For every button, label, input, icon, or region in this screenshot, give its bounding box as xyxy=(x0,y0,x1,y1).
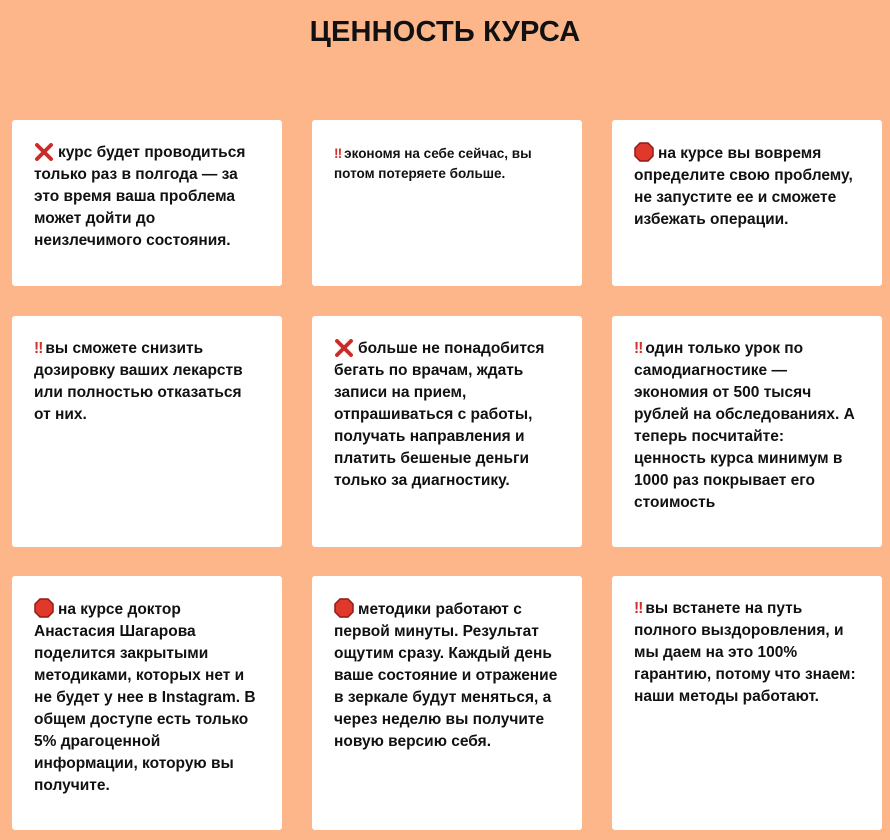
card-text: вы встанете на путь полного выздоровления, и мы даем на это 100% гарантию, потому что знаем: наши методы работают. xyxy=(634,600,856,705)
value-card xyxy=(312,576,582,830)
value-card xyxy=(312,120,582,286)
card-text: экономя на себе сейчас, вы потом потеряете больше. xyxy=(334,146,532,181)
double-exclamation-icon: ‼ xyxy=(334,146,343,161)
value-card xyxy=(612,120,882,286)
value-card xyxy=(12,316,282,547)
card-text: на курсе вы вовремя определите свою проблему, не запустите ее и сможете избежать операции. xyxy=(634,145,853,228)
stop-sign-icon xyxy=(334,598,354,618)
stop-sign-icon xyxy=(34,598,54,618)
double-exclamation-icon: ‼ xyxy=(634,600,644,617)
card-text: один только урок по самодиагностике — экономия от 500 тысяч рублей на обследованиях. А теперь посчитайте: ценность курса минимум в 1000 раз покрывает его стоимость xyxy=(634,340,855,511)
card-text: больше не понадобится бегать по врачам, ждать записи на прием, отпрашиваться с работы, получать направления и платить бешеные деньги только за диагностику. xyxy=(334,340,545,489)
card-text: курс будет проводиться только раз в полгода — за это время ваша проблема может дойти до неизлечимого состояния. xyxy=(34,144,246,249)
value-card xyxy=(312,316,582,547)
card-text: методики работают с первой минуты. Результат ощутим сразу. Каждый день ваше состояние и отражение в зеркале будут меняться, а через неделю вы получите новую версию себя. xyxy=(334,601,558,750)
value-card xyxy=(612,576,882,830)
card-text: на курсе доктор Анастасия Шагарова поделится закрытыми методиками, которых нет и не будет у нее в Instagram. В общем доступе есть только 5% драгоценной информации, которую вы получите. xyxy=(34,601,256,794)
cross-mark-icon xyxy=(34,143,54,161)
value-card xyxy=(612,316,882,547)
double-exclamation-icon: ‼ xyxy=(634,340,644,357)
page-title: ЦЕННОСТЬ КУРСА xyxy=(309,16,581,48)
value-card xyxy=(12,576,282,830)
value-card xyxy=(12,120,282,286)
card-text: вы сможете снизить дозировку ваших лекарств или полностью отказаться от них. xyxy=(34,340,243,423)
cross-mark-icon xyxy=(334,339,354,357)
double-exclamation-icon: ‼ xyxy=(34,340,44,357)
stop-sign-icon xyxy=(634,142,654,162)
